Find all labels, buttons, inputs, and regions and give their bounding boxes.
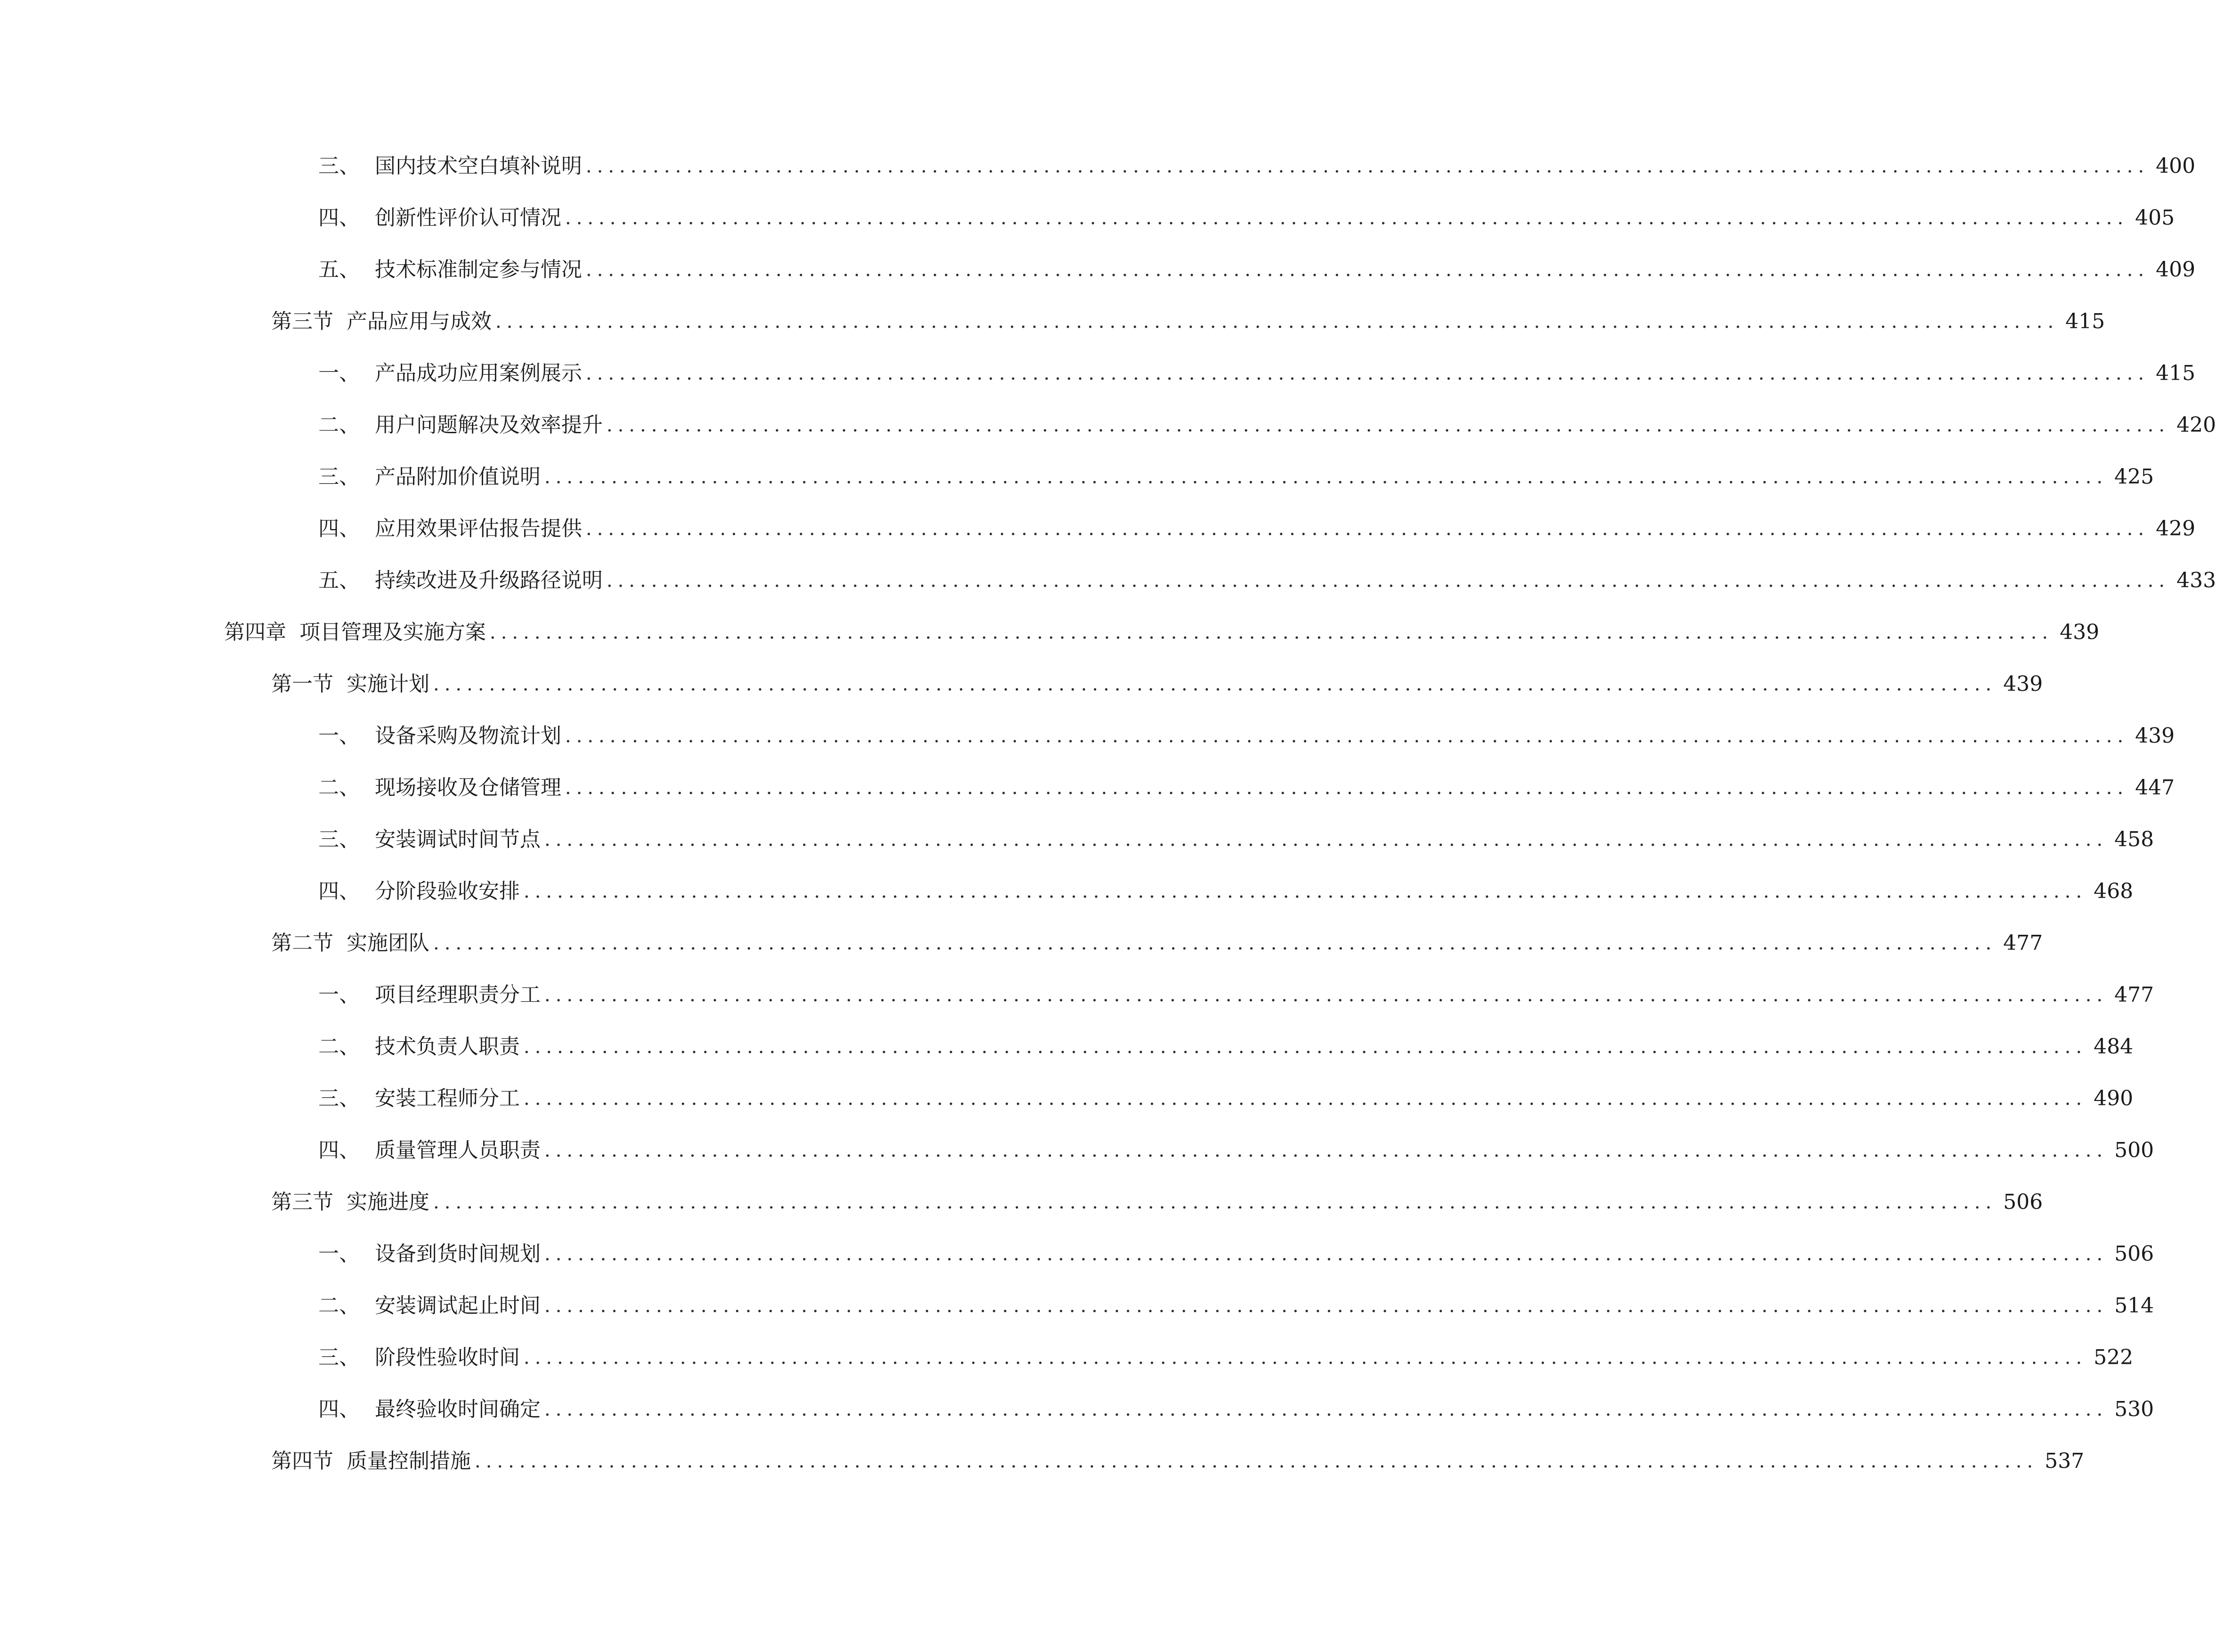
- toc-entry-title: 持续改进及升级路径说明: [375, 568, 603, 592]
- toc-entry-number: 三、: [318, 827, 360, 851]
- toc-entry-title: 应用效果评估报告提供: [375, 517, 582, 541]
- toc-entry-title: 项目经理职责分工: [375, 983, 541, 1007]
- toc-entry[interactable]: [318, 147, 2196, 185]
- toc-entry[interactable]: [318, 355, 2196, 392]
- toc-entry-page: 429: [2156, 517, 2196, 541]
- dot-leader: ............................................................................................................................................: [524, 1036, 2087, 1058]
- toc-entry-title: 国内技术空白填补说明: [375, 154, 582, 178]
- toc-entry-page: 409: [2156, 258, 2196, 282]
- dot-leader: ............................................................................................................................................: [544, 1140, 2108, 1161]
- toc-entry-title: 创新性评价认可情况: [375, 206, 561, 230]
- toc-entry-number: 四、: [318, 206, 360, 230]
- toc-entry[interactable]: [318, 717, 2175, 755]
- toc-section-number: 第一节: [271, 672, 333, 696]
- toc-entry-title: 技术标准制定参与情况: [375, 258, 582, 282]
- toc-entry-title: 用户问题解决及效率提升: [375, 413, 603, 437]
- toc-entry[interactable]: [318, 1235, 2154, 1273]
- toc-chapter-title: 项目管理及实施方案: [299, 620, 486, 644]
- toc-entry-title: 安装工程师分工: [375, 1086, 520, 1110]
- toc-entry[interactable]: [318, 976, 2154, 1014]
- toc-entry-number: 二、: [318, 1294, 360, 1318]
- toc-entry[interactable]: [318, 458, 2154, 496]
- toc-entry-page: 405: [2135, 206, 2175, 230]
- toc-entry-page: 433: [2176, 568, 2216, 592]
- toc-entry-page: 439: [2003, 672, 2043, 696]
- toc-entry-number: 一、: [318, 361, 360, 385]
- toc-entry-page: 458: [2114, 827, 2154, 851]
- toc-entry-page: 439: [2135, 724, 2175, 748]
- dot-leader: ............................................................................................................................................: [495, 311, 2059, 332]
- toc-entry-title: 现场接收及仓储管理: [375, 776, 561, 800]
- dot-leader: ............................................................................................................................................: [433, 1191, 1997, 1213]
- toc-entry-number: 三、: [318, 465, 360, 489]
- dot-leader: ............................................................................................................................................: [607, 570, 2170, 591]
- dot-leader: ............................................................................................................................................: [433, 932, 1997, 954]
- toc-section-entry[interactable]: [271, 924, 2043, 962]
- toc-section-number: 第三节: [271, 1190, 333, 1214]
- dot-leader: ............................................................................................................................................: [586, 363, 2150, 384]
- toc-entry[interactable]: [318, 251, 2196, 289]
- dot-leader: ............................................................................................................................................: [524, 1088, 2087, 1109]
- toc-section-number: 第二节: [271, 931, 333, 955]
- toc-entry-number: 四、: [318, 1397, 360, 1421]
- toc-entry-page: 447: [2135, 776, 2175, 800]
- toc-entry-number: 五、: [318, 568, 360, 592]
- toc-entry-number: 三、: [318, 154, 360, 178]
- dot-leader: ............................................................................................................................................: [433, 673, 1997, 695]
- toc-entry[interactable]: [318, 821, 2154, 858]
- toc-entry-page: 468: [2094, 879, 2134, 903]
- toc-entry-page: 484: [2094, 1035, 2134, 1059]
- toc-entry[interactable]: [318, 1339, 2134, 1377]
- toc-entry-number: 一、: [318, 983, 360, 1007]
- dot-leader: ............................................................................................................................................: [586, 518, 2150, 540]
- toc-section-title: 产品应用与成效: [347, 309, 492, 333]
- toc-section-entry[interactable]: [271, 665, 2043, 703]
- dot-leader: ............................................................................................................................................: [524, 881, 2087, 902]
- toc-section-number: 第三节: [271, 309, 333, 333]
- toc-entry-title: 安装调试时间节点: [375, 827, 541, 851]
- dot-leader: ............................................................................................................................................: [544, 1243, 2108, 1265]
- toc-entry-number: 四、: [318, 879, 360, 903]
- dot-leader: ............................................................................................................................................: [586, 155, 2150, 177]
- toc-entry-number: 一、: [318, 724, 360, 748]
- toc-entry-title: 质量管理人员职责: [375, 1138, 541, 1162]
- toc-entry-title: 产品附加价值说明: [375, 465, 541, 489]
- toc-entry[interactable]: [318, 1132, 2154, 1169]
- toc-entry-number: 二、: [318, 1035, 360, 1059]
- toc-entry-number: 四、: [318, 517, 360, 541]
- toc-entry-page: 522: [2094, 1345, 2134, 1369]
- toc-entry-page: 400: [2156, 154, 2196, 178]
- toc-section-entry[interactable]: [271, 303, 2105, 340]
- toc-entry[interactable]: [318, 1287, 2154, 1325]
- toc-entry[interactable]: [318, 1391, 2154, 1428]
- toc-entry-page: 415: [2156, 361, 2196, 385]
- toc-entry-number: 三、: [318, 1086, 360, 1110]
- toc-entry[interactable]: [318, 769, 2175, 807]
- toc-entry-page: 477: [2114, 983, 2154, 1007]
- dot-leader: ............................................................................................................................................: [586, 259, 2150, 281]
- dot-leader: ............................................................................................................................................: [544, 984, 2108, 1006]
- toc-entry-number: 五、: [318, 258, 360, 282]
- toc-entry-title: 安装调试起止时间: [375, 1294, 541, 1318]
- dot-leader: ............................................................................................................................................: [544, 1295, 2108, 1317]
- toc-entry[interactable]: [318, 199, 2175, 237]
- toc-entry-page: 490: [2094, 1086, 2134, 1110]
- toc-entry-number: 三、: [318, 1345, 360, 1369]
- toc-entry-page: 425: [2114, 465, 2154, 489]
- dot-leader: ............................................................................................................................................: [544, 829, 2108, 850]
- toc-entry-number: 一、: [318, 1242, 360, 1266]
- toc-chapter-number: 第四章: [224, 620, 286, 644]
- toc-entry-page: 506: [2114, 1242, 2154, 1266]
- dot-leader: ............................................................................................................................................: [565, 725, 2129, 747]
- toc-entry-page: 537: [2045, 1449, 2085, 1473]
- toc-section-title: 质量控制措施: [347, 1449, 471, 1473]
- dot-leader: ............................................................................................................................................: [544, 1399, 2108, 1420]
- toc-entry-page: 477: [2003, 931, 2043, 955]
- toc-section-number: 第四节: [271, 1449, 333, 1473]
- toc-section-entry[interactable]: [271, 1442, 2085, 1480]
- toc-entry-number: 四、: [318, 1138, 360, 1162]
- toc-entry[interactable]: [318, 1080, 2134, 1118]
- toc-section-title: 实施团队: [347, 931, 429, 955]
- toc-entry-title: 设备到货时间规划: [375, 1242, 541, 1266]
- toc-entry-page: 420: [2176, 413, 2216, 437]
- toc-entry[interactable]: [318, 873, 2134, 910]
- toc-entry-page: 415: [2065, 309, 2105, 333]
- toc-entry-title: 最终验收时间确定: [375, 1397, 541, 1421]
- dot-leader: ............................................................................................................................................: [565, 207, 2129, 229]
- toc-entry-title: 技术负责人职责: [375, 1035, 520, 1059]
- toc-section-title: 实施计划: [347, 672, 429, 696]
- toc-entry[interactable]: [318, 562, 2216, 599]
- toc-entry-page: 439: [2060, 620, 2100, 644]
- dot-leader: ............................................................................................................................................: [524, 1347, 2087, 1369]
- toc-entry[interactable]: [318, 1028, 2134, 1066]
- dot-leader: ............................................................................................................................................: [490, 622, 2054, 643]
- toc-entry-title: 阶段性验收时间: [375, 1345, 520, 1369]
- toc-entry-page: 506: [2003, 1190, 2043, 1214]
- toc-entry-page: 530: [2114, 1397, 2154, 1421]
- dot-leader: ............................................................................................................................................: [544, 466, 2108, 488]
- toc-entry-number: 二、: [318, 776, 360, 800]
- dot-leader: ............................................................................................................................................: [607, 414, 2170, 436]
- toc-entry-title: 产品成功应用案例展示: [375, 361, 582, 385]
- toc-entry-title: 设备采购及物流计划: [375, 724, 561, 748]
- toc-entry-page: 514: [2114, 1294, 2154, 1318]
- toc-entry-number: 二、: [318, 413, 360, 437]
- dot-leader: ............................................................................................................................................: [565, 777, 2129, 799]
- toc-entry[interactable]: [318, 510, 2196, 548]
- toc-section-title: 实施进度: [347, 1190, 429, 1214]
- toc-entry-page: 500: [2114, 1138, 2154, 1162]
- dot-leader: ............................................................................................................................................: [475, 1450, 2038, 1472]
- toc-section-entry[interactable]: [271, 1183, 2043, 1221]
- toc-chapter-entry[interactable]: [224, 614, 2100, 651]
- toc-entry-title: 分阶段验收安排: [375, 879, 520, 903]
- toc-entry[interactable]: [318, 406, 2216, 444]
